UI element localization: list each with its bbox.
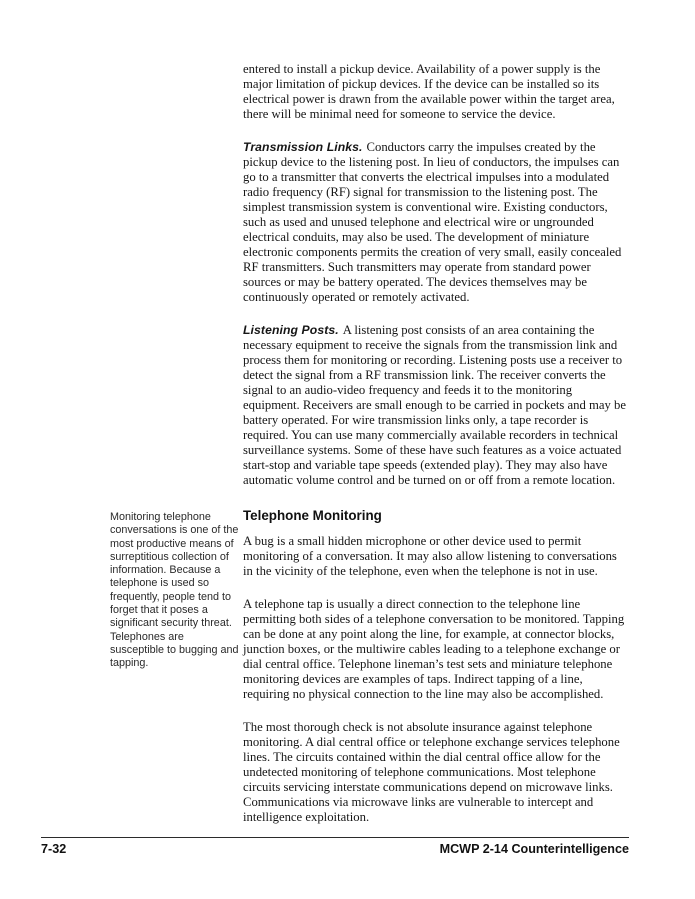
paragraph-thorough-check: The most thorough check is not absolute insurance against telephone monitoring. A dial central office or telephone exchange services telephone lines. The circuits contained within the dial central office allow for the undetected monitoring of telephone communications. Most telephone circuits servicing interstate communications depend on microwave links. Communications via microwave links are vulnerable to intercept and intelligence exploitation. bbox=[243, 720, 620, 824]
doc-title: MCWP 2-14 Counterintelligence bbox=[439, 842, 629, 856]
paragraph-telephone-tap: A telephone tap is usually a direct connection to the telephone line permitting both sides of a telephone conversation to be monitored. Tapping can be done at any point along the line, for example, at connector blocks, junction boxes, or the multiwire cables leading to a telephone exchange or dial central office. Telephone lineman’s test sets and miniature telephone monitoring devices are examples of taps. Indirect tapping of a line, requiring no physical connection to the line may also be accomplished. bbox=[243, 597, 625, 701]
paragraph-text: A listening post consists of an area containing the necessary equipment to receive the signals from the transmission link and process them for monitoring or recording. Listening posts use a receiver to detect the signal from a RF transmission link. The receiver converts the signal to an audio-video frequency and feeds it to the monitoring equipment. Receivers are small enough to be carried in pockets and may be battery operated. For wire transmission links only, a tape recorder is required. You can use many commercially available recorders in technical surveillance systems. Some of these have such features as a voice actuated start-stop and variable tape speeds (extended play). They may also have automatic volume control and be turned on or off from a remote location. bbox=[243, 323, 626, 487]
page-footer bbox=[41, 842, 629, 856]
footer-divider bbox=[41, 837, 629, 838]
paragraph-bug-definition: A bug is a small hidden microphone or other device used to permit monitoring of a conversation. It may also allow listening to conversations in the vicinity of the telephone, even when the telephone is not in use. bbox=[243, 534, 617, 578]
body-text-column bbox=[243, 62, 627, 843]
paragraph-transmission-links bbox=[243, 140, 627, 305]
paragraph-listening-posts bbox=[243, 323, 627, 488]
paragraph-text: Conductors carry the impulses created by the pickup device to the listening post. In lieu of conductors, the impulses can go to a transmitter that converts the electrical impulses into a modulated radio frequency (RF) signal for transmission to the listening post. The simplest transmission system is conventional wire. Existing conductors, such as used and unused telephone and electrical wire or ungrounded electrical conduits, may also be used. The development of miniature electronic components permits the creation of very small, easily concealed RF transmitters. Such transmitters may operate from standard power sources or may be battery operated. The devices themselves may be continuously operated or remotely activated. bbox=[243, 140, 622, 304]
margin-note: Monitoring telephone conversations is one of the most productive means of surreptitious collection of information. Because a telephone is used so frequently, people tend to forget that it poses a significant security threat. Telephones are susceptible to bugging and tapping. bbox=[110, 511, 239, 670]
page-number: 7-32 bbox=[41, 842, 67, 856]
paragraph-pickup-device: entered to install a pickup device. Availability of a power supply is the major limitation of pickup devices. If the device can be installed so its electrical power is drawn from the available power within the target area, there will be minimal need for someone to service the device. bbox=[243, 62, 615, 121]
run-in-heading-transmission-links: Transmission Links. bbox=[243, 140, 363, 154]
section-heading-telephone-monitoring: Telephone Monitoring bbox=[243, 508, 382, 523]
run-in-heading-listening-posts: Listening Posts. bbox=[243, 323, 339, 337]
